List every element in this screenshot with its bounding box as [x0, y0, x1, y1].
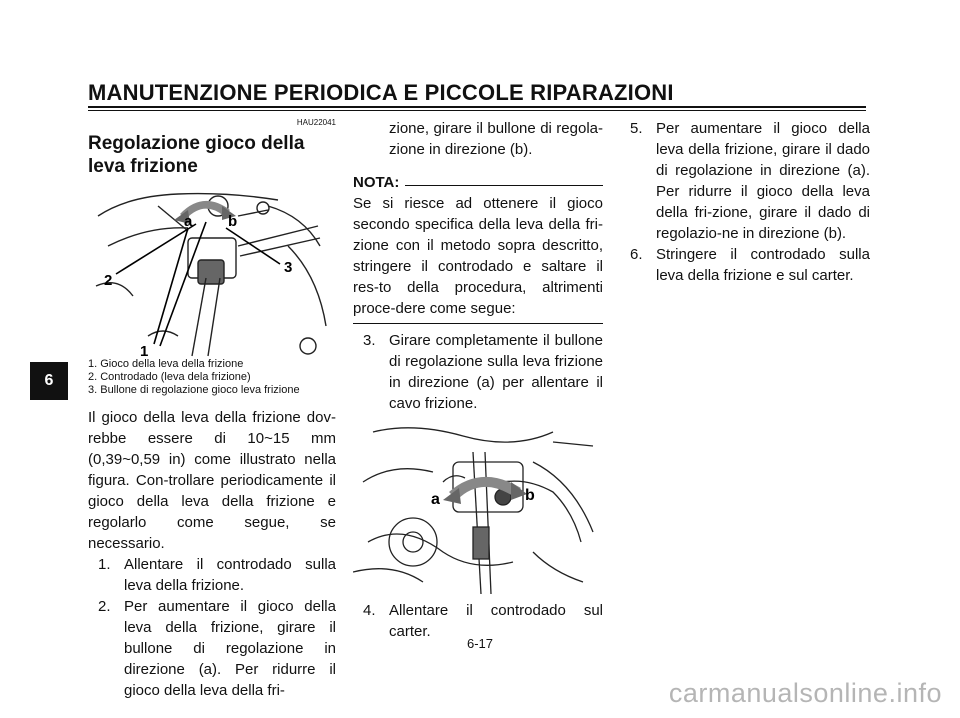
step-1-number: 1. — [98, 556, 111, 573]
step-5-number: 5. — [630, 120, 643, 137]
note-text: Se si riesce ad ottenere il gioco secondo specifica della leva della fri-zione con il metodo sopra descritto, stringere il controdado e saltare il res-to della procedura, altrimenti proce-dere come segue: — [353, 195, 603, 317]
note-bottom-rule — [353, 323, 603, 324]
crankcase-adjuster-figure — [353, 422, 603, 594]
clutch-lever-figure — [88, 186, 336, 358]
page-number: 6-17 — [466, 636, 494, 651]
step-1 — [88, 554, 336, 596]
step-3-number: 3. — [363, 332, 376, 349]
fig1-label-b: b — [228, 213, 238, 230]
column-3 — [630, 118, 870, 286]
step-6-text: Stringere il controdado sulla leva della frizione e sul carter. — [656, 246, 870, 284]
step-6 — [630, 244, 870, 286]
step-2-continued — [353, 118, 603, 160]
step-4-number: 4. — [363, 602, 376, 619]
note-heading — [353, 172, 603, 193]
chapter-tab: 6 — [30, 362, 68, 400]
section-code: HAU22041 — [296, 118, 336, 127]
page-header-title: MANUTENZIONE PERIODICA E PICCOLE RIPARAZIONI — [88, 80, 674, 105]
step-4-text: Allentare il controdado sul carter. — [389, 602, 603, 640]
fig1-label-2: 2 — [104, 272, 113, 289]
note-rule — [405, 185, 603, 186]
section-title: Regolazione gioco della leva frizione — [88, 133, 305, 177]
column-2 — [353, 118, 603, 642]
step-3-text: Girare completamente il bullone di regolazione sulla leva frizione in direzione (a) per allentare il cavo frizione. — [389, 332, 603, 412]
step-2-continuation-text: zione, girare il bullone di regola-zione in direzione (b). — [389, 120, 603, 158]
fig1-label-1: 1 — [140, 343, 149, 358]
watermark-text: carmanualsonline.info — [668, 678, 942, 708]
step-6-number: 6. — [630, 246, 643, 263]
caption-3: 3. Bullone di regolazione gioco leva frizione — [88, 384, 300, 396]
fig2-label-a: a — [431, 491, 440, 508]
caption-1: 1. Gioco della leva della frizione — [88, 358, 244, 370]
step-1-text: Allentare il controdado sulla leva della frizione. — [124, 556, 336, 594]
caption-2: 2. Controdado (leva dela frizione) — [88, 371, 251, 383]
step-2-text: Per aumentare il gioco della leva della frizione, girare il bullone di regolazione in direzione (a). Per ridurre il gioco della leva della fri- — [124, 598, 336, 699]
intro-paragraph: Il gioco della leva della frizione dov-rebbe essere di 10~15 mm (0,39~0,59 in) come illustrato nella figura. Con-trollare periodicamente il gioco della leva della frizione e regolarlo come segue, se necessario. — [88, 409, 336, 552]
step-2-number: 2. — [98, 598, 111, 615]
column-1 — [88, 118, 336, 701]
note-title: NOTA: — [353, 174, 400, 191]
fig2-label-b: b — [525, 487, 535, 504]
header-rule-thin — [88, 110, 866, 111]
fig1-label-3: 3 — [284, 259, 293, 276]
step-5-text: Per aumentare il gioco della leva della frizione, girare il dado di regolazione in direzione (a). Per ridurre il gioco della leva della fri-zione, girare il dado di regolazio-ne in direzione (b). — [656, 120, 870, 242]
step-5 — [630, 118, 870, 244]
step-3 — [353, 330, 603, 414]
fig1-label-a: a — [184, 213, 193, 230]
header-rule-thick — [88, 106, 866, 108]
